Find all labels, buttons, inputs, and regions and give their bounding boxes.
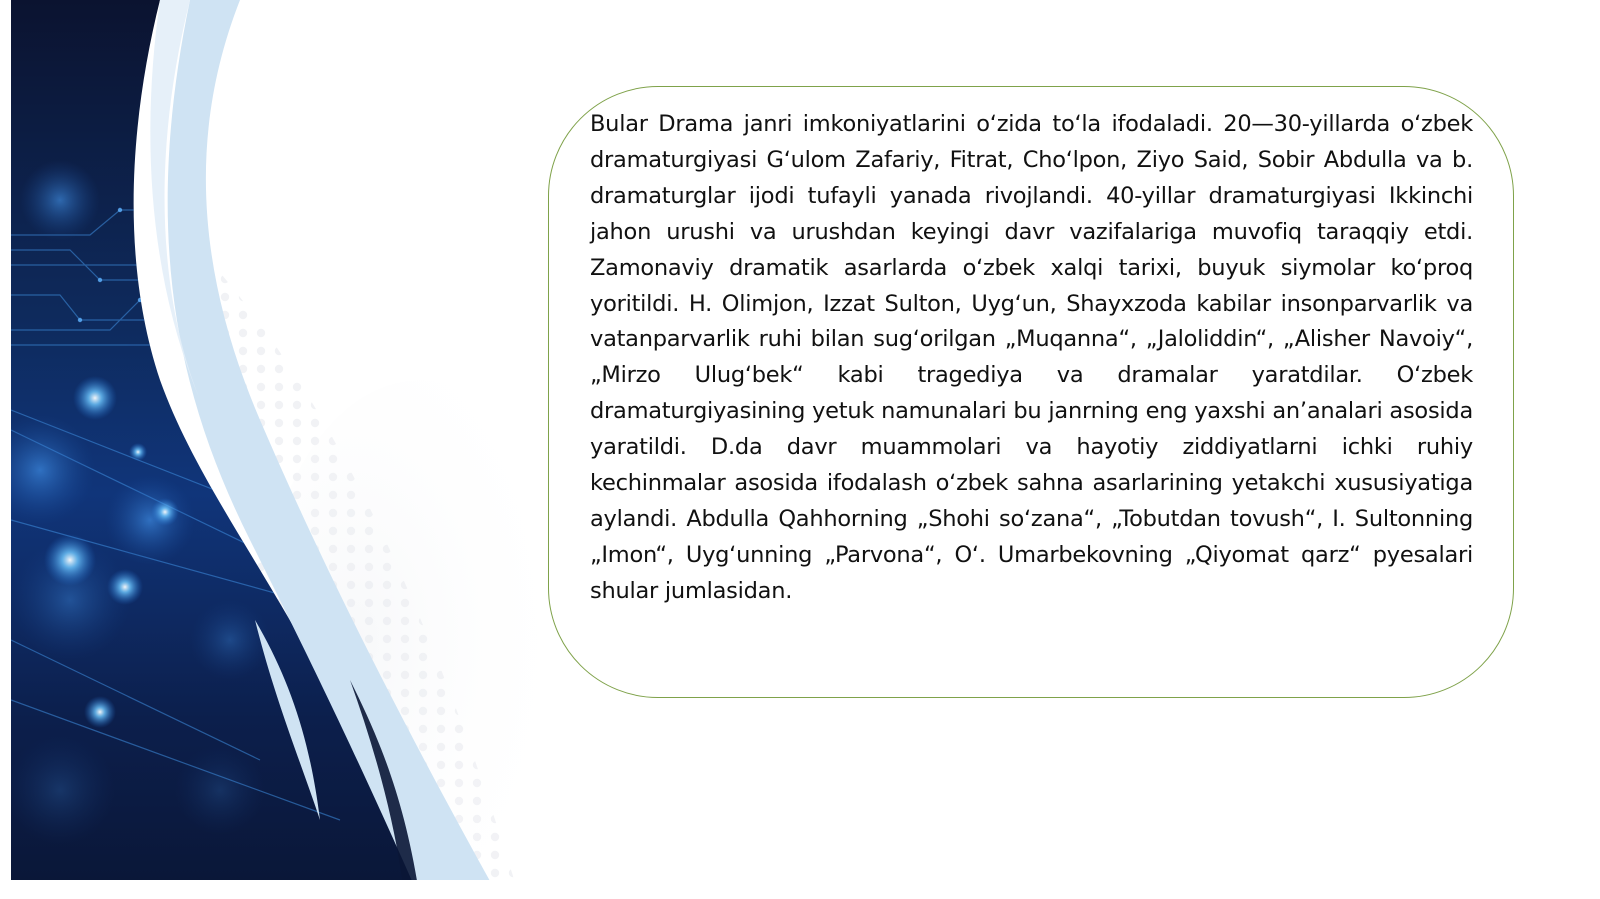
left-edge-strip	[0, 0, 11, 899]
bottom-edge-strip	[0, 880, 1600, 899]
slide-body-text: Bular Drama janri imkoniyatlarini oʻzida toʻla ifodaladi. 20—30-yillarda oʻzbek dramaturgiyasi Gʻulom Zafariy, Fitrat, Choʻlpon, Ziyo Said, Sobir Abdulla va b. dramaturglar ijodi tufayli yanada rivojlandi. 40-yillar dramaturgiyasi Ikkinchi jahon urushi va urushdan keyingi davr vazifalariga muvofiq taraqqiy etdi. Zamonaviy dramatik asarlarda oʻzbek xalqi tarixi, buyuk siymolar koʻproq yoritildi. H. Olimjon, Izzat Sulton, Uygʻun, Shayxzoda kabilar insonparvarlik va vatanparvarlik ruhi bilan sugʻorilgan „Muqanna“, „Jaloliddin“, „Alisher Navoiy“, „Mirzo Ulugʻbek“ kabi tragediya va dramalar yaratdilar. Oʻzbek dramaturgiyasining yetuk namunalari bu janrning eng yaxshi an’analari asosida yaratildi. D.da davr muammolari va hayotiy ziddiyatlarni ichki ruhiy kechinmalar asosida ifodalash oʻzbek sahna asarlarining yetakchi xususiyatiga aylandi. Abdulla Qahhorning „Shohi soʻzana“, „Tobutdan tovush“, I. Sultonning „Imon“, Uygʻunning „Parvona“, Oʻ. Umarbekovning „Qiyomat qarz“ pyesalari shular jumlasidan.	[590, 111, 1473, 604]
